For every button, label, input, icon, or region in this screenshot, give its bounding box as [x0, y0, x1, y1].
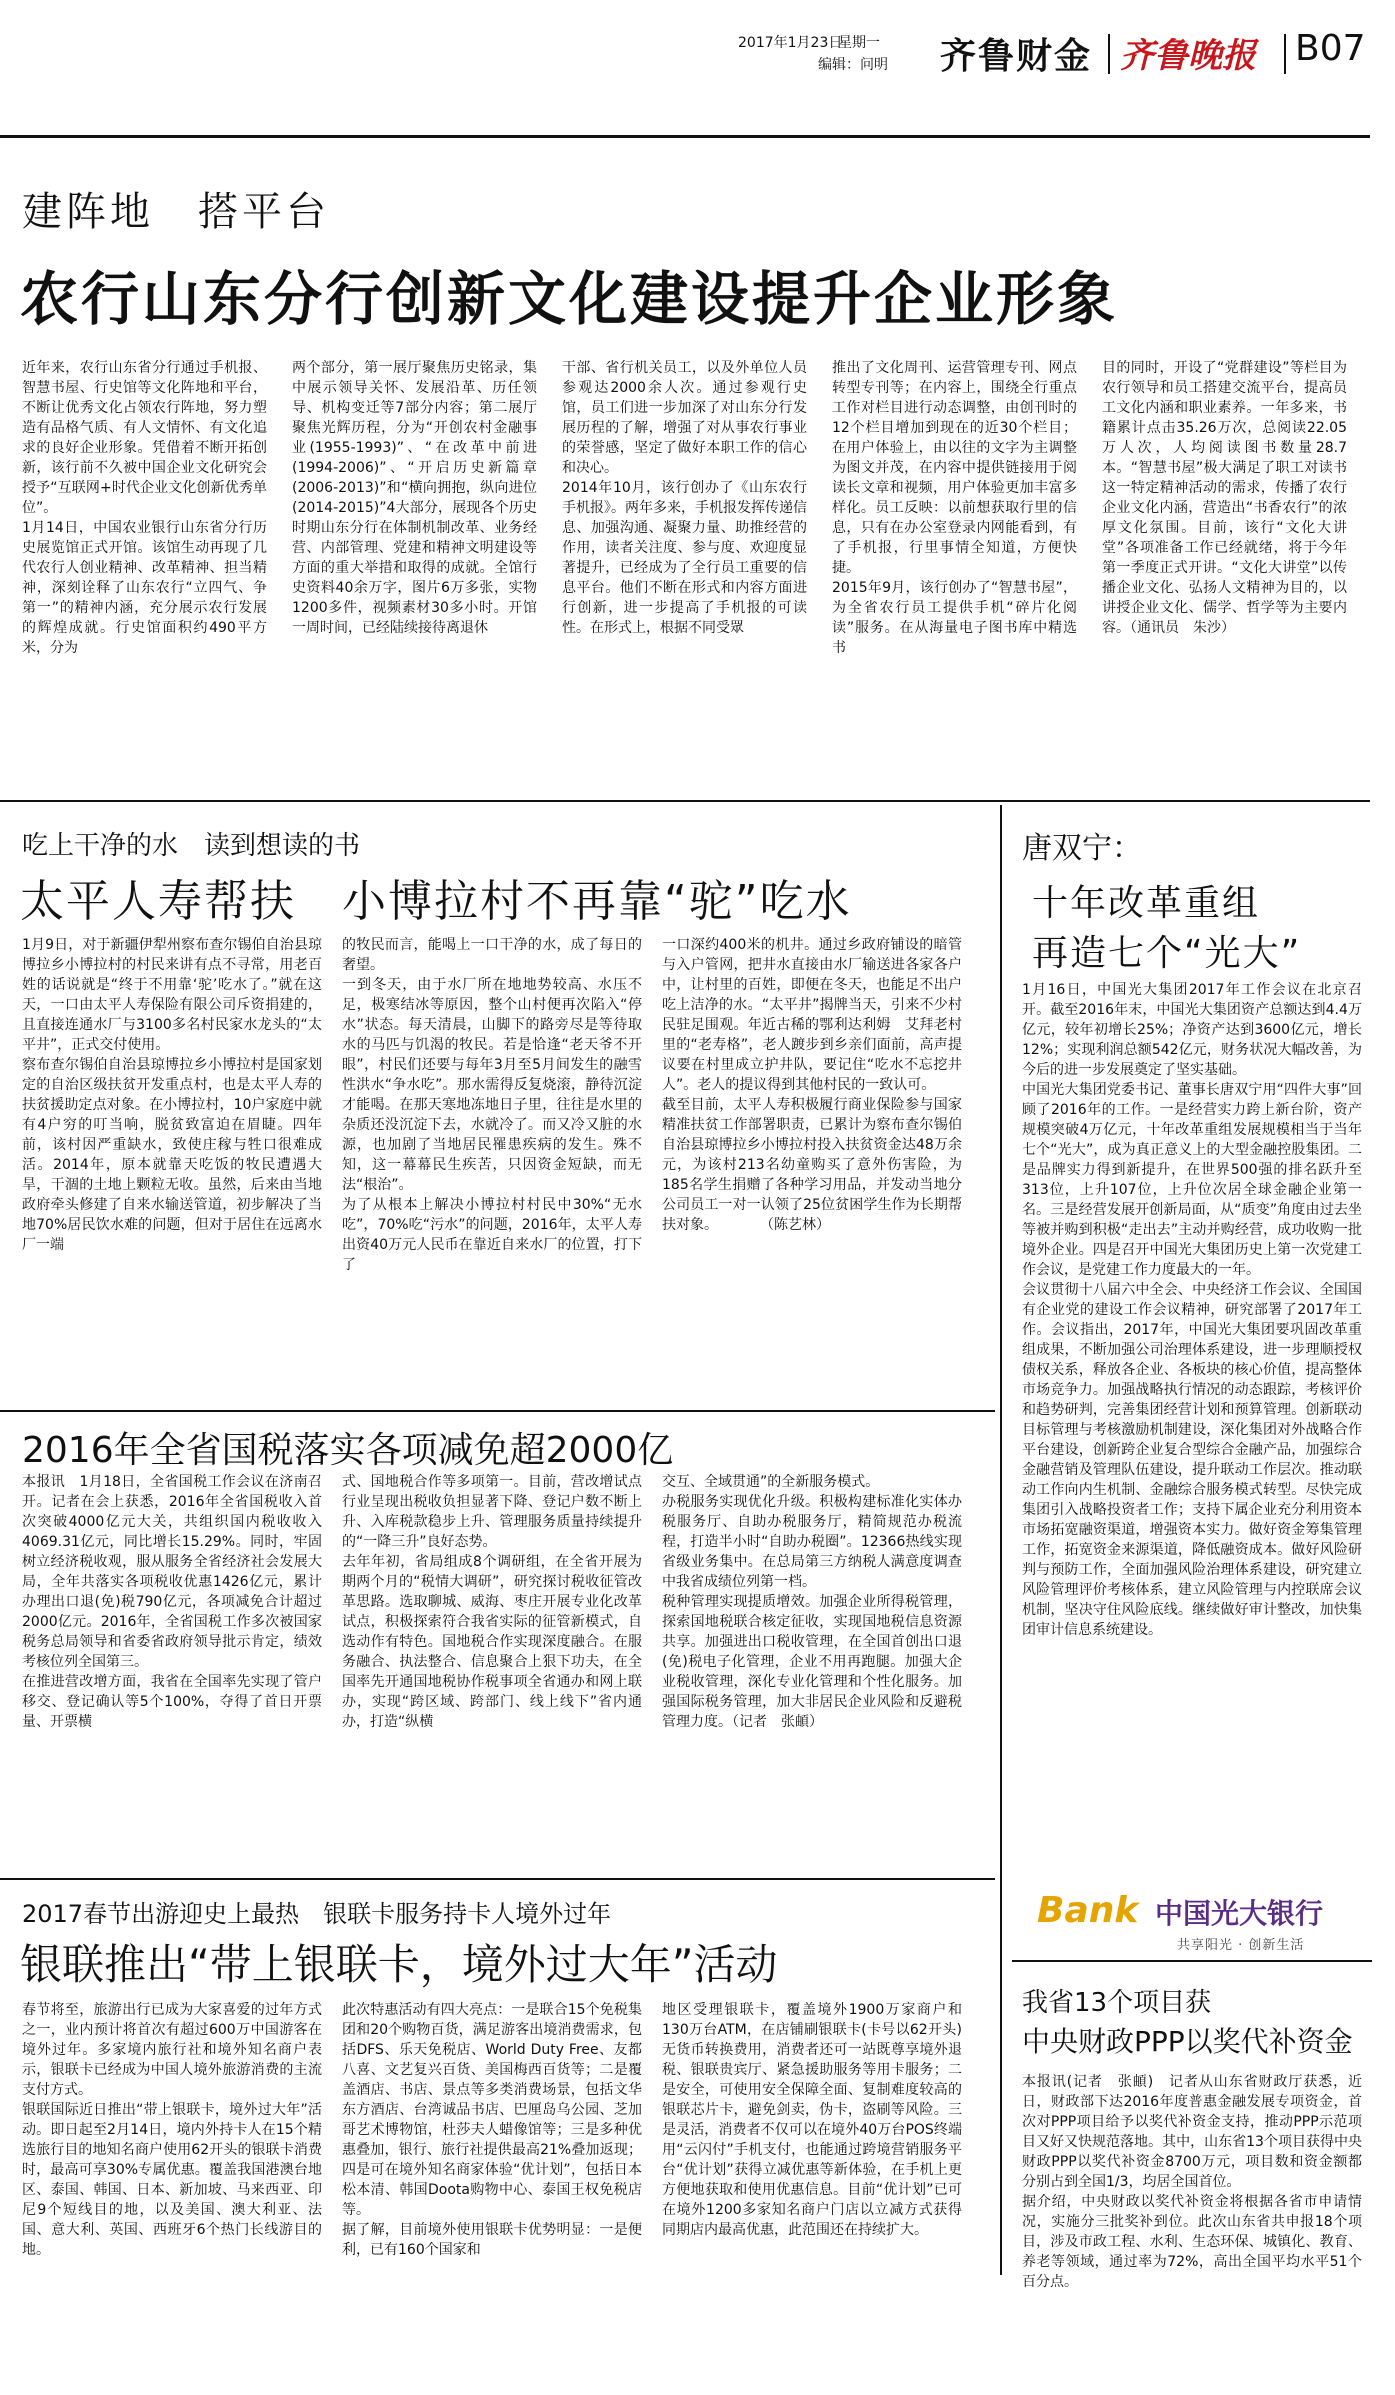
article-headline: 2016年全省国税落实各项减免超2000亿 — [22, 1430, 674, 1471]
issue-weekday: 星期一 — [838, 35, 880, 51]
article-kicker: 我省13个项目获 — [1022, 1988, 1212, 2018]
masthead — [0, 0, 1395, 135]
article-column: 本报讯 1月18日，全省国税工作会议在济南召开。记者在会上获悉，2016年全省国税收入首次突破4000亿元大关，共组织国内税收收入4069.31亿元，同比增长15.29%。同时，牢固树立经济税收观，服从服务全省经济社会发展大局，全年共落实各项税收优惠1426亿元，累计办理出口退(免)税790亿元，各项减免合计超过2000亿元。2016年，全省国税工作多次被国家税务总局领导和省委省政府领导批示肯定，绩效考核位列全国第三。 在推进营改增方面，我省在全国率先实现了管户移交、登记确认等5个100%，夺得了首日开票量、开票横 — [22, 1474, 322, 1730]
masthead-divider-2 — [1284, 34, 1286, 74]
bank-logo-cn: 中国光大银行 — [1155, 1897, 1324, 1930]
section-title: 齐鲁财金 — [940, 36, 1093, 77]
article-column: 交互、全域贯通”的全新服务模式。 办税服务实现优化升级。积极构建标准化实体办税服务厅、自助办税服务厅，精简规范办税流程，打造半小时“自助办税圈”。12366热线实现省级业务集中。在总局第三方纳税人满意度调查中我省成绩位列第一档。 税种管理实现提质增效。加强企业所得税管理，探索国地税联合核定征收，实现国地税信息资源共享。加强进出口税收管理，在全国首创出口退(免)税电子化管理，企业不用再跑腿。加强大企业税收管理，深化专业化管理和个性化服务。加强国际税务管理，加大非居民企业风险和反避税管理力度。（记者 张頔） — [662, 1474, 962, 1730]
article-kicker: 唐双宁： — [1022, 831, 1142, 866]
article-column: 此次特惠活动有四大亮点：一是联合15个免税集团和20个购物百货，满足游客出境消费需求，包括DFS、乐天免税店、World Duty Free、友都八喜、文艺复兴百货、美国梅西百货等；二是覆盖酒店、书店、景点等多类消费场景，包括文华东方酒店、台湾诚品书店、巴厘岛乌公园、芝加哥艺术博物馆，杜莎夫人蜡像馆等；三是多种优惠叠加，银行、旅行社提供最高21%叠加返现；四是可在境外知名商家体验“优计划”，包括日本松本清、韩国Doota购物中心、泰国王权免税店等。 据了解，目前境外使用银联卡优势明显：一是便利，已有160个国家和 — [342, 2002, 642, 2258]
article-column: 一口深约400米的机井。通过乡政府铺设的暗管与入户管网，把井水直接由水厂输送进各家各户中，让村里的百姓，即便在冬天，也能足不出户吃上洁净的水。“太平井”揭牌当天，引来不少村民驻足围观。年近古稀的鄂利达利姆 艾拜老村里的“老寿格”，老人踱步到乡亲们面前，高声提议要在村里成立护井队，要记住“吃水不忘挖井人”。老人的提议得到其他村民的一致认可。 截至目前，太平人寿积极履行商业保险参与国家精准扶贫工作部署职责，已累计为察布查尔锡伯自治县琼博拉乡小博拉村投入扶贫资金达48万余元，为该村213名幼童购买了意外伤害险，为185名学生捐赠了各种学习用品，并发动当地分公司员工一对一认领了25位贫困学生作为长期帮扶对象。 （陈艺林） — [662, 937, 962, 1233]
article-ppp-funds — [1012, 1962, 1372, 2392]
article-unionpay — [0, 1880, 1000, 2395]
article-column: 地区受理银联卡，覆盖境外1900万家商户和130万台ATM，在店铺刷银联卡(卡号以62开头)无货币转换费用，消费者还可一站既尊享境外退税、银联贵宾厅、紧急援助服务等用卡服务；二是安全，可使用安全保障全面、复制难度较高的银联芯片卡，避免剑卖，伪卡，盗刷等风险。三是灵活，消费者不仅可以在境外40万台POS终端用“云闪付”手机支付，也能通过跨境营销服务平台“优计划”获得立减优惠等新体验，在手机上更方便地获取和使用优惠信息。目前“优计划”已可在境外1200多家知名商户门店以立减方式获得同期店内最高优惠，此范围还在持续扩大。 — [662, 2002, 962, 2238]
article-headline: 农行山东分行创新文化建设提升企业形象 — [20, 265, 1119, 333]
article-body: 1月16日，中国光大集团2017年工作会议在北京召开。截至2016年末，中国光大集团资产总额达到4.4万亿元，较年初增长25%；净资产达到3600亿元，增长12%；实现利润总额542亿元，财务状况大幅改善，为今后的进一步发展奠定了坚实基础。 中国光大集团党委书记、董事长唐双宁用“四件大事”回顾了2016年的工作。一是经营实力跨上新台阶，资产规模突破4万亿元，十年改革重组发展规模相当于当年七个“光大”，成为真正意义上的大型金融控股集团。二是品牌实力得到新提升，在世界500强的排名跃升至313位，上升107位，上升位次居全球金融企业第一名。三是经营发展开创新局面，从“质变”角度由过去坐等被并购到积极“走出去”主动并购经营，成功收购一批境外企业。四是召开中国光大集团历史上第一次党建工作会议，是党建工作力度最大的一年。 会议贯彻十八届六中全会、中央经济工作会议、全国国有企业党的建设工作会议精神，研究部署了2017年工作。会议指出，2017年，中国光大集团要巩固改革重组成果，不断加强公司治理体系建设，进一步理顺授权债权关系，释放各企业、各板块的核心价值，提高整体市场竞争力。加强战略执行情况的动态跟踪，考核评价和趋势研判，完善集团经营计划和预算管理。创新联动目标管理与考核激励机制建设，深化集团对外战略合作平台建设，创新跨企业复合型综合金融产品，加强综合金融营销及管理队伍建设，提升联动工作层次。推动联动工作向内生机制、金融综合服务模式转型。尽快完成集团引入战略投资者工作；支持下属企业充分利用资本市场拓宽融资渠道，增强资本实力。做好资金筹集管理工作，拓宽资金来源渠道，降低融资成本。做好风险研判与预防工作，全面加强风险治理体系建设，研究建立风险管理评价考核体系，建立风险管理与内控联席会议机制，坚决守住风险底线。继续做好审计整改，加快集团审计信息系统建设。 — [1022, 982, 1362, 1638]
article-column: 目的同时，开设了“党群建设”等栏目为农行领导和员工搭建交流平台，提高员工文化内涵和职业素养。一年多来，书籍累计点击35.26万次，总阅读22.05万人次，人均阅读图书数量28.7本。“智慧书屋”极大满足了职工对读书这一特定精神活动的需求，传播了农行企业文化内涵，营造出“书香农行”的浓厚文化氛围。目前，该行“文化大讲堂”各项准备工作已经就绪，将于今年第一季度正式开讲。“文化大讲堂”以传播企业文化、弘扬人文精神为目的，以讲授企业文化、儒学、哲学等为主要内容。（通讯员 朱沙） — [1102, 360, 1347, 636]
article-column: 1月9日，对于新疆伊犁州察布查尔锡伯自治县琼博拉乡小博拉村的村民来讲有点不寻常，用老百姓的话说就是“终于不用靠‘驼’吃水了。”就在这天，一口由太平人寿保险有限公司斥资捐建的，且直接连通水厂与3100多名村民家水龙头的“太平井”，正式交付使用。 察布查尔锡伯自治县琼博拉乡小博拉村是国家划定的自治区级扶贫开发重点村，也是太平人寿的扶贫援助定点对象。在小博拉村，10户家庭中就有4户穷的叮当响，脱贫致富迫在眉睫。四年前，该村因严重缺水，致使庄稼与牲口很难成活。2014年，原本就靠天吃饭的牧民遭遇大旱，干涸的土地上颗粒无收。虽然，后来由当地政府牵头修建了自来水输送管道，初步解决了当地70%居民饮水难的问题，但对于居住在远离水厂一端 — [22, 937, 322, 1253]
article-column: 两个部分，第一展厅聚焦历史铭录，集中展示领导关怀、发展沿革、历任领导、机构变迁等7部分内容；第二展厅聚焦光辉历程，分为“开创农村金融事业(1955-1993)”、“在改革中前进(1994-2006)”、“开启历史新篇章(2006-2013)”和“横向拥抱，纵向进位(2014-2015)”4大部分，展现各个历史时期山东分行在体制机制改革、业务经营、内部管理、党建和精神文明建设等方面的重大举措和取得的成就。全馆行史资料40余万字，图片6万多张，实物1200多件，视频素材30多小时。开馆一周时间，已经陆续接待离退休 — [292, 360, 537, 636]
article-kicker: 吃上干净的水 读到想读的书 — [22, 831, 361, 861]
article-kicker: 建阵地 搭平台 — [22, 189, 330, 235]
article-kicker: 2017春节出游迎史上最热 银联卡服务持卡人境外过年 — [22, 1900, 612, 1928]
bank-advert — [1037, 1880, 1357, 1960]
article-column: 干部、省行机关员工，以及外单位人员参观达2000余人次。通过参观行史馆，员工们进一步加深了对山东分行发展历程的了解，增强了对从事农行事业的荣誉感，坚定了做好本职工作的信心和决心。 2014年10月，该行创办了《山东农行手机报》。两年多来，手机报发挥传递信息、加强沟通、凝聚力量、助推经营的作用，读者关注度、参与度、欢迎度显著提升，已经成为了全行员工重要的信息平台。他们不断在形式和内容方面进行创新，进一步提高了手机报的可读性。在形式上，根据不同受眾 — [562, 360, 807, 636]
issue-date: 2017年1月23日 — [738, 35, 843, 51]
vertical-rule — [1000, 805, 1002, 2275]
page-editor: 编辑：问明 — [818, 57, 888, 73]
article-headline: 太平人寿帮扶 小博拉村不再靠“驼”吃水 — [20, 876, 852, 927]
page-number: B07 — [1295, 28, 1366, 69]
article-column: 春节将至，旅游出行已成为大家喜爱的过年方式之一，业内预计将首次有超过600万中国游客在境外过年。多家境内旅行社和境外知名商户表示，银联卡已经成为中国人境外旅游消费的主流支付方式。 银联国际近日推出“带上银联卡，境外过大年”活动。即日起至2月14日，境内外持卡人在15个精选旅行目的地知名商户使用62开头的银联卡消费时，最高可享30%专属优惠。覆盖我国港澳台地区、泰国、韩国、日本、新加坡、马来西亚、印尼9个短线目的地，以及美国、澳大利亚、法国、意大利、英国、西班牙6个热门长线游目的地。 — [22, 2002, 322, 2258]
bank-logo-en: Bank — [1037, 1890, 1139, 1931]
article-everbright — [1012, 805, 1372, 2035]
article-column: 式、国地税合作等多项第一。目前，营改增试点行业呈现出税收负担显著下降、登记户数不断上升、入库税款稳步上升、管理服务质量持续提升的“一降三升”良好态势。 去年年初，省局组成8个调研组，在全省开展为期两个月的“税情大调研”，研究探讨税收征管改革思路。选取聊城、威海、枣庄开展专业化改革试点，积极探索符合我省实际的征管新模式，自选动作有特色。国地税合作实现深度融合。在服务融合、执法整合、信息聚合上狠下功夫，在全国率先开通国地税协作税事项全省通办和网上联办，实现“跨区域、跨部门、线上线下”省内通办，打造“纵横 — [342, 1474, 642, 1730]
article-headline: 中央财政PPP以奖代补资金 — [1022, 2025, 1353, 2058]
article-headline-line1: 十年改革重组 — [1032, 883, 1261, 924]
article-column: 的牧民而言，能喝上一口干净的水，成了每日的奢望。 一到冬天，由于水厂所在地地势较高、水压不足，极寒结冰等原因，整个山村便再次陷入“停水”状态。每天清晨，山脚下的路旁尽是等待取水的马匹与饥渴的牧民。若是恰逢“老天爷不开眼”，村民们还要与每年3月至5月间发生的融雪性洪水“争水吃”。那水需得反复烧滚，静待沉淀才能喝。在那天寒地冻地日子里，往往是水里的杂质还没沉淀下去，水就冷了。而又冷又脏的水源，也加剧了当地居民罹患疾病的发生。殊不知，这一幕幕民生疾苦，只因资金短缺，而无法“根治”。 为了从根本上解决小博拉村村民中30%“无水吃”，70%吃“污水”的问题，2016年，太平人寿出资40万元人民币在靠近自来水厂的位置，打下了 — [342, 937, 642, 1273]
masthead-divider — [1108, 34, 1110, 74]
article-body: 本报讯(记者 张頔) 记者从山东省财政厅获悉，近日，财政部下达2016年度普惠金融发展专项资金，首次对PPP项目给予以奖代补资金支持，推动PPP示范项目又好又快规范落地。其中，山东省13个项目获得中央财政PPP以奖代补资金8700万元，项目数和资金额都分别占到全国1/3，均居全国首位。 据介绍，中央财政以奖代补资金将根据各省市申请情况，实施分三批奖补到位。此次山东省共申报18个项目，涉及市政工程、水利、生态环保、城镇化、教育、养老等领域，通过率为72%，高出全国平均水平51个百分点。 — [1022, 2074, 1362, 2290]
section-rule — [0, 800, 1370, 802]
article-headline: 银联推出“带上银联卡，境外过大年”活动 — [20, 1940, 778, 1989]
article-column: 近年来，农行山东省分行通过手机报、智慧书屋、行史馆等文化阵地和平台，不断让优秀文化占领农行阵地，努力塑造有品格气质、有人文情怀、有文化追求的良好企业形象。凭借着不断开拓创新，该行前不久被中国企业文化研究会授予“互联网+时代企业文化创新优秀单位”。 1月14日，中国农业银行山东省分行历史展览馆正式开馆。该馆生动再现了几代农行人创业精神、改革精神、担当精神，深刻诠释了山东农行“立四气、争第一”的精神内涵，充分展示农行发展的辉煌成就。行史馆面积约490平方米，分为 — [22, 360, 267, 656]
bank-slogan: 共享阳光 · 创新生活 — [1177, 1938, 1305, 1953]
article-column: 推出了文化周刊、运营管理专刊、网点转型专刊等；在内容上，围绕全行重点工作对栏目进行动态调整，由创刊时的12个栏目增加到现在的近30个栏目；在用户体验上，由以往的文字为主调整为图文并茂，在内容中提供链接用于阅读长文章和视频，用户体验更加丰富多样化。员工反映：以前想获取行里的信息，只有在办公室登录内网能看到，有了手机报，行里事情全知道，方便快捷。 2015年9月，该行创办了“智慧书屋”，为全省农行员工提供手机“碎片化阅读”服务。在从海量电子图书库中精选书 — [832, 360, 1077, 656]
newspaper-logo: 齐鲁晚报 — [1120, 36, 1256, 76]
article-headline-line2: 再造七个“光大” — [1032, 933, 1302, 974]
masthead-rule — [0, 135, 1370, 138]
article-abc-culture — [0, 140, 1395, 790]
article-taiping-water — [0, 805, 1000, 1405]
